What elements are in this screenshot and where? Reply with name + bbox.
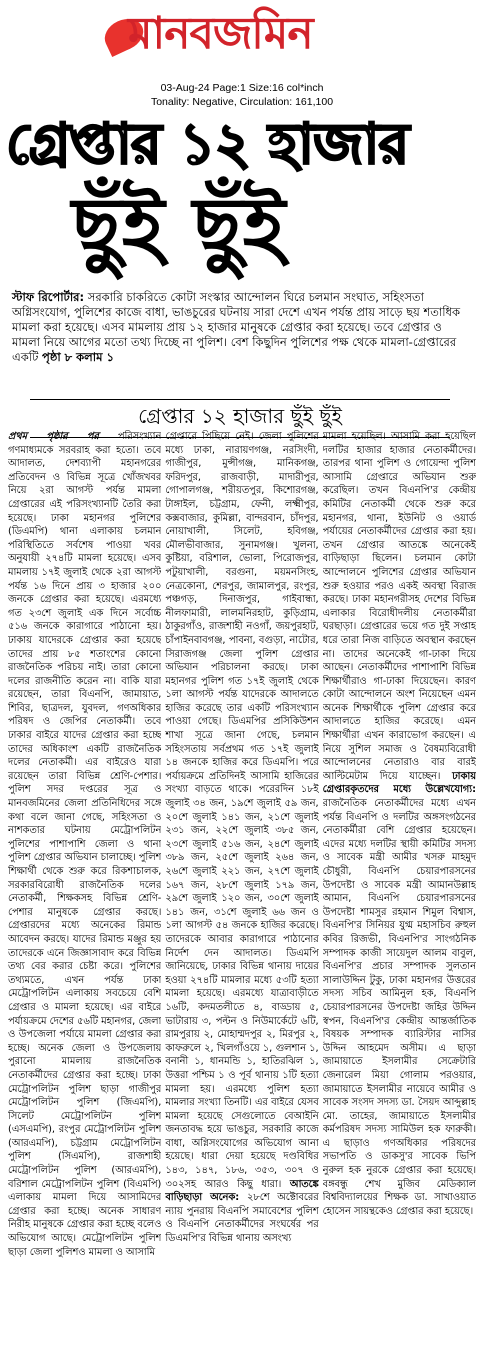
- article-column-2: [165, 430, 318, 1340]
- lead-text: সরকারি চাকরিতে কোটা সংস্কার আন্দোলন ঘিরে চলমান সংঘাত, সহিংসতা অগ্নিসংযোগ, পুলিশের কাজে বাধা, ভাঙচুরের ঘটনায় সারা দেশে এখন পর্যন্ত প্রায় সাড়ে ছয় শতাধিক মামলা করা হয়েছে। এসব মামলায় প্রায় ১২ হাজার মানুষকে গ্রেপ্তার করা হয়েছে। তবে গ্রেপ্তার ও মামলা নিয়ে আগের মতো তথ্য দিচ্ছে না পুলিশ। বেশ কিছুদিন পুলিশের পক্ষ থেকে মামলা-গ্রেপ্তারের একটি: [12, 290, 461, 364]
- continuation-subhead: গ্রেপ্তার ১২ হাজার ছুঁই ছুঁই: [30, 399, 450, 438]
- continued-from-label: প্রথম পৃষ্ঠার পর: [8, 431, 99, 442]
- lead-paragraph: [12, 290, 462, 365]
- column-1-text: পরিসংখ্যান গণমাধ্যমকে সরবরাহ করা হতো। তবে আদালত, দেশব্যাপী মহানগরের প্রতিবেদন ও বিভিন্ন সূত্রে খোঁজখবর নিয়ে ২রা আগস্ট পর্যন্ত মামলা গ্রেপ্তারের এই পরিসংখ্যানটি তৈরি করা হয়েছে। ঢাকা মহানগর পুলিশের (ডিএমপি) থানা এলাকায় চলমান পরিস্থিতিতে সর্বশেষ পাওয়া খবর অনুযায়ী ২৭৪টি মামলা হয়েছে। এসব মামলায় ১৭ই জুলাই থেকে ২রা আগস্ট পর্যন্ত ১৬ দিনে প্রায় ৩ হাজার ২০০ জনকে গ্রেপ্তার করা হয়েছে। এরমধ্যে গত ২৩শে জুলাই এক দিনে সর্বোচ্চ ৫১৬ জনকে কারাগারে পাঠানো হয়। ঢাকায় যাদেরকে গ্রেপ্তার করা হয়েছে তাদের প্রায় ৮৫ শতাংশের কোনো রাজনৈতিক পরিচয় নাই। তারা কোনো দলের রাজনীতি করেন না। বাকি যারা রয়েছেন, তারা বিএনপি, জামায়াত, শিবির, ছাত্রদল, যুবদল, গণঅধিকার পরিষদ ও জেপির নেতাকর্মী। তবে ঢাকার বাইরে যাদের গ্রেপ্তার করা হচ্ছে তাদের অধিকাংশ একটি রাজনৈতিক দলের নেতাকর্মী। এর বাইরেও যারা রয়েছেন তারা বিভিন্ন শ্রেণি-পেশার। পুলিশ সদর দপ্তরের সূত্র ও মানবজমিনের জেলা প্রতিনিধিদের সঙ্গে কথা বলে জানা গেছে, সহিংসতা ও নাশকতার ঘটনায় মেট্রোপলিটন পুলিশের পাশাপাশি জেলা ও থানা পুলিশ গ্রেপ্তার অভিযান চালাচ্ছে। পুলিশ শিক্ষার্থী থেকে শুরু করে রিকশাচালক, সরকারবিরোধী রাজনৈতিক দলের নেতাকর্মী, শিক্ষকসহ বিভিন্ন শ্রেণি-পেশার মানুষকে গ্রেপ্তার করছে। গ্রেপ্তারদের মধ্যে অনেকের রিমান্ড আবেদন করছে। যাদের রিমান্ড মঞ্জুর হয় তাদেরকে এনে জিজ্ঞাসাবাদ করে বিভিন্ন তথ্য বের করার চেষ্টা করে। পুলিশের তথ্যমতে, এখন পর্যন্ত ঢাকা মেট্রোপলিটন এলাকায় সবচেয়ে বেশি গ্রেপ্তার ও মামলা হয়েছে। এর বাইরে পর্যায়ক্রমে দেশের ৫৬টি মহানগর, জেলা ও উপজেলা পর্যায়ে মামলা গ্রেপ্তার করা হচ্ছে। অনেক জেলা ও উপজেলায় পুরানো মামলায় রাজনৈতিক নেতাকর্মীদের গ্রেপ্তার করা হচ্ছে। ঢাকা মেট্রোপলিটন পুলিশ ছাড়া গাজীপুর মেট্রোপলিটন পুলিশ (জিএমপি), সিলেট মেট্রোপলিটন পুলিশ (এসএমপি), রংপুর মেট্রোপলিটন পুলিশ (আরএমপি), চট্টগ্রাম মেট্রোপলিটন পুলিশ (সিএমপি), রাজশাহী মেট্রোপলিটন পুলিশ (আরএমপি), বরিশাল মেট্রোপলিটন পুলিশ (বিএমপি) এলাকায় মামলা দিয়ে আসামিদের গ্রেপ্তার করা হচ্ছে। অনেক সাধারণ নিরীহ মানুষকে গ্রেপ্তার করা হচ্ছে বলেও অভিযোগ আছে। মেট্রোপলিটন পুলিশ ছাড়া জেলা পুলিশও মামলা ও আসামি: [8, 431, 162, 1258]
- article-column-1: [8, 430, 161, 1340]
- column-3-subheading: ঢাকায় গ্রেপ্তারকৃতদের মধ্যে উল্লেখযোগ্য:: [322, 770, 476, 796]
- masthead: [0, 0, 484, 80]
- column-2-text: গ্রেপ্তারে পিছিয়ে নেই। জেলা পুলিশের মধ্যে ঢাকা, নারায়ণগঞ্জ, নরসিংদী, গাজীপুর, মুন্সীগঞ্জ, মানিকগঞ্জ, ফরিদপুর, রাজবাড়ী, মাদারীপুর, গোপালগঞ্জ, শরীয়তপুর, কিশোরগঞ্জ, টাঙ্গাইল, চট্টগ্রাম, ফেনী, লক্ষ্মীপুর, কক্সবাজার, কুমিল্লা, বান্দরবান, চাঁদপুর, নোয়াখালী, সিলেট, হবিগঞ্জ, মৌলভীবাজার, সুনামগঞ্জ। খুলনা, কুষ্টিয়া, বরিশাল, ভোলা, পিরোজপুর, পটুয়াখালী, বরগুনা, ময়মনসিংহ, নেত্রকোনা, শেরপুর, জামালপুর, রংপুর, পঞ্চগড়, দিনাজপুর, গাইবান্ধা, নীলফামারী, লালমনিরহাট, কুড়িগ্রাম, ঠাকুরগাঁও, রাজশাহী নওগাঁ, জয়পুরহাট, চাঁপাইনবাবগঞ্জ, পাবনা, বগুড়া, নাটোর, সিরাজগঞ্জ জেলা পুলিশ গ্রেপ্তার অভিযান পরিচালনা করছে। ঢাকা মহানগর পুলিশ গত ১৭ই জুলাই থেকে ১লা আগস্ট পর্যন্ত যাদেরকে আদালতে হাজির করেছে তার একটি পরিসংখ্যান পাওয়া গেছে। ডিএমপির প্রসিকিউশন শাখা সূত্রে জানা গেছে, চলমান সহিংসতায় সর্বপ্রথম গত ১৭ই জুলাই ১৪ জনকে হাজির করে ডিএমপি। পরে পর্যায়ক্রমে প্রতিদিনই আসামি হাজিরের সংখ্যা বাড়তে থাকে। পরেরদিন ১৮ই জুলাই ৩৪ জন, ১৯শে জুলাই ৫৯ জন, ২০শে জুলাই ১৪১ জন, ২১শে জুলাই ২৩১ জন, ২২শে জুলাই ৩৮৫ জন, ২৩শে জুলাই ৫১৬ জন, ২৪শে জুলাই ৩৮৯ জন, ২৫শে জুলাই ২৬৪ জন, ২৬শে জুলাই ২২১ জন, ২৭শে জুলাই ১৬৭ জন, ২৮শে জুলাই ১৭৯ জন, ২৯শে জুলাই ১২০ জন, ৩০শে জুলাই ১৪১ জন, ৩১শে জুলাই ৬৬ জন ও ১লা আগস্ট ৫৪ জনকে হাজির করেছে। তাদেরকে আবার কারাগারে পাঠানোর নির্দেশ দেন আদালত। ডিএমপি জানিয়েছে, ঢাকার বিভিন্ন থানায় দায়ের হওয়া ২৭৪টি মামলার মধ্যে ৫৩টি হত্যা মামলা হয়েছে। এরমধ্যে যাত্রাবাড়ীতে ১৬টি, কদমতলীতে ৪, বাড্ডায় ৫, ভাটারায় ৩, পল্টন ও নিউমার্কেটে ৬টি, রামপুরায় ২, মোহাম্মদপুর ২, মিরপুর ২, কাফরুলে ২, খিলগাঁওয়ে ১, গুলশান ১, বনানী ১, ধানমন্ডি ১, হাতিরঝিল ১, উত্তরা পশ্চিম ১ ও পূর্ব থানায় ১টি হত্যা মামলা হয়। এরমধ্যে পুলিশ হত্যা মামলার সংখ্যা তিনটি। এর বাইরে যেসব মামলা হয়েছে সেগুলোতে বেআইনি জনতাবদ্ধ হয়ে ভাঙচুর, সরকারি কাজে বাধা, অগ্নিসংযোগের অভিযোগ আনা হয়েছে। ধারা দেয়া হয়েছে দণ্ডবিধির ১৪৩, ১৪৭, ১৮৬, ৩৫৩, ৩০৭ ও ৩০২সহ আরও কিছু ধারা।: [165, 431, 319, 1190]
- column-3-text: মামলা হয়েছিল। আসামি করা হয়েছিল দলটির হাজার হাজার নেতাকর্মীদের। তারপর থানা পুলিশ ও গোয়েন্দা পুলিশ আসামি গ্রেপ্তারে অভিযান শুরু করেছিল। তখন বিএনপি'র কেন্দ্রীয় কমিটির নেতাকর্মী থেকে শুরু করে মহানগর, থানা, ইউনিট ও ওয়ার্ড পর্যায়ের নেতাকর্মীদের গ্রেপ্তার করা হয়। তখন গ্রেপ্তার আতঙ্কে অনেকেই বাড়িছাড়া ছিলেন। চলমান কোটা আন্দোলনে পুলিশের গ্রেপ্তার অভিযান শুরু হওয়ার পরও একই অবস্থা বিরাজ করছে। ঢাকা মহানগরীসহ দেশের বিভিন্ন এলাকার বিরোধীদলীয় নেতাকর্মীরা ঘরছাড়া। গ্রেপ্তারের ভয়ে গত দুই সপ্তাহ ধরে তারা নিজ বাড়িতে অবস্থান করছেন না। তাদের অনেকেই গা-ঢাকা দিয়ে আছেন। নেতাকর্মীদের পাশাপাশি বিভিন্ন শিক্ষার্থীরাও গা-ঢাকা দিয়েছেন। কারণ কোটা আন্দোলনে অংশ নিয়েছেন এমন অনেক শিক্ষার্থীকে পুলিশ গ্রেপ্তার করে আদালতে হাজির করেছে। এমন শিক্ষার্থীরা এখন কারাভোগ করছেন। এ নিয়ে সুশিল সমাজ ও বৈষম্যবিরোধী আন্দোলনের নেতারাও বার বারই আল্টিমেটাম দিয়ে যাচ্ছেন।: [322, 431, 476, 782]
- headline-line-1: গ্রেপ্তার ১২ হাজার: [6, 112, 409, 177]
- article-column-3: [323, 430, 476, 1340]
- column-2-tail: ২৮শে অক্টোবরের ন্যায় পুনরায় বিএনপি সমাবেশের পুলিশ ও বিএনপি নেতাকর্মীদের সংঘর্ষের পর ডিএমপি'র বিভিন্ন থানায় অসংখ্য: [165, 1192, 319, 1245]
- column-3-tail: রাজনৈতিক নেতাকর্মীদের মধ্যে এখন পর্যন্ত বিএনপি ও দলটির অঙ্গসংগঠনের নেতাকর্মীরা বেশি গ্রেপ্তার হয়েছেন। এদের মধ্যে দলটির স্থায়ী কমিটির সদস্য ও সাবেক মন্ত্রী আমীর খসরু মাহমুদ চৌধুরী, বিএনপি চেয়ারপারসনের উপদেষ্টা ও সাবেক মন্ত্রী আমানউল্লাহ আমান, বিএনপি চেয়ারপারসনের উপদেষ্টা শামসুর রহমান শিমুল বিশ্বাস, বিএনপি'র সিনিয়র যুগ্ম মহাসচিব রুহুল কবির রিজভী, বিএনপি'র সাংগঠনিক সম্পাদক কাজী সায়েদুল আলম বাবুল, বিএনপি'র প্রচার সম্পাদক সুলতান সালাউদ্দিন টুকু, ঢাকা মহানগর উত্তরের সদস্য সচিব আমিনুল হক, বিএনপি চেয়ারপারসনের উপদেষ্টা জহির উদ্দিন স্বপন, বিএনপি'র কেন্দ্রীয় আন্তর্জাতিক বিষয়ক সম্পাদক ব্যারিস্টার নাসির উদ্দিন আহমেদ অসীম। এ ছাড়া জামায়াতে ইসলামীর সেক্রেটারি জেনারেল মিয়া গোলাম পরওয়ার, জামায়াতে ইসলামীর নায়েবে আমীর ও সাবেক সংসদ সদস্য ডা. সৈয়দ আব্দুল্লাহ মো. তাহের, জামায়াতে ইসলামীর কর্মপরিষদ সদস্য সামিউল হক ফারুকী। এ ছাড়াও গণঅধিকার পরিষদের সভাপতি ও ডাকসু'র সাবেক ভিপি নুরুল হক নুরকে গ্রেপ্তার করা হয়েছে। বঙ্গবন্ধু শেখ মুজিব মেডিক্যাল বিশ্ববিদ্যালয়ের শিক্ষক ডা. সাখাওয়াত হোসেন সায়ন্থকেও গ্রেপ্তার করা হয়েছে।: [322, 798, 476, 1217]
- jump-reference: পৃষ্ঠা ৮ কলাম ১: [42, 350, 114, 364]
- clipping-meta-tonality: Tonality: Negative, Circulation: 161,100: [150, 96, 334, 108]
- clipping-meta-date: 03-Aug-24 Page:1 Size:16 col*inch: [160, 82, 324, 94]
- byline: স্টাফ রিপোর্টার:: [12, 290, 85, 304]
- article-columns: [8, 430, 476, 1340]
- newspaper-logo: মানবজমিন: [128, 8, 313, 59]
- headline-line-2: ছুঁই ছুঁই: [72, 180, 286, 275]
- column-2-subheading: আতঙ্কে বাড়িছাড়া অনেক:: [165, 1178, 319, 1204]
